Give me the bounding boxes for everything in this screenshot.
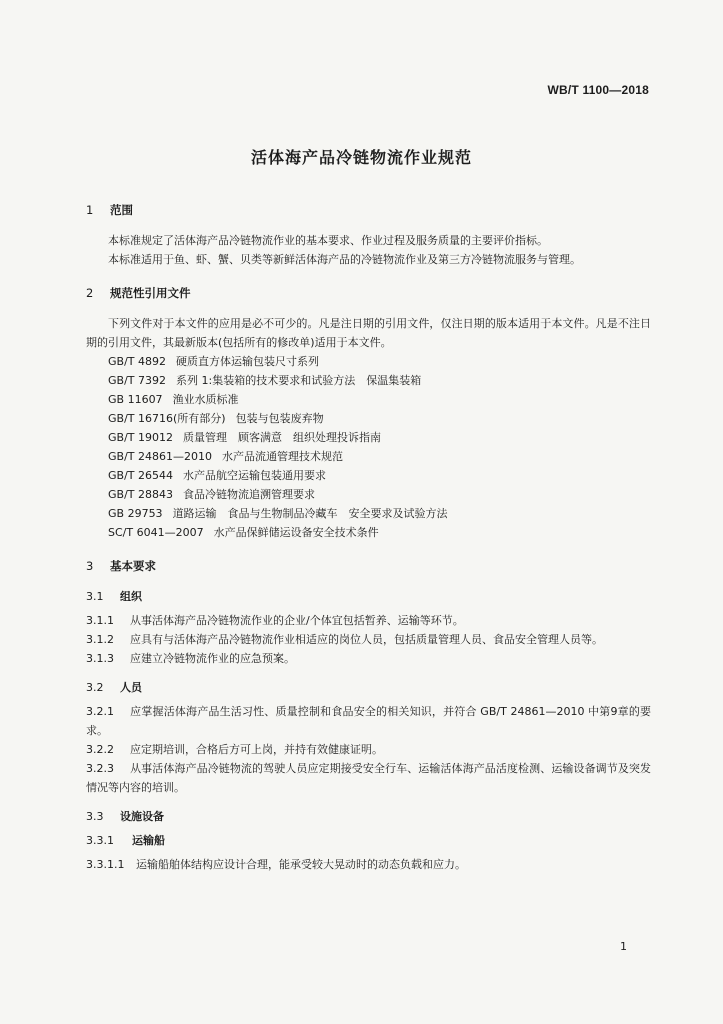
clause: 3.2.3 从事活体海产品冷链物流的驾驶人员应定期接受安全行车、运输活体海产品活度检测、运输设备调节及突发情况等内容的培训。 xyxy=(86,762,651,794)
paragraph: 下列文件对于本文件的应用是必不可少的。凡是注日期的引用文件，仅注日期的版本适用于本文件。凡是不注日期的引用文件，其最新版本(包括所有的修改单)适用于本文件。 xyxy=(86,317,651,349)
reference-item xyxy=(86,447,651,466)
clause: 3.2.2 应定期培训，合格后方可上岗，并持有效健康证明。 xyxy=(86,743,383,756)
reference-title: 硬质直方体运输包装尺寸系列 xyxy=(176,355,319,368)
section-heading: 3 基本要求 xyxy=(86,559,156,573)
clause: 3.1.1 从事活体海产品冷链物流作业的企业/个体宜包括暂养、运输等环节。 xyxy=(86,614,464,627)
reference-item xyxy=(86,466,651,485)
clause: 3.2.1 应掌握活体海产品生活习性、质量控制和食品安全的相关知识，并符合 GB/T 24861—2010 中第9章的要求。 xyxy=(86,705,651,737)
subsection-heading: 3.2 人员 xyxy=(86,681,142,694)
reference-title: 食品冷链物流追溯管理要求 xyxy=(183,488,315,501)
reference-code: GB/T 4892 xyxy=(108,355,166,368)
subsubsection-heading: 3.3.1 运输船 xyxy=(86,834,165,847)
reference-code: GB/T 26544 xyxy=(108,469,173,482)
page-number: 1 xyxy=(620,940,627,953)
reference-code: GB/T 28843 xyxy=(108,488,173,501)
paragraph: 本标准规定了活体海产品冷链物流作业的基本要求、作业过程及服务质量的主要评价指标。 xyxy=(108,234,548,247)
document-body xyxy=(86,200,651,874)
reference-code: GB 29753 xyxy=(108,507,163,520)
reference-title: 水产品流通管理技术规范 xyxy=(221,450,343,463)
reference-code: GB/T 24861—2010 xyxy=(108,450,212,463)
clause: 3.1.3 应建立冷链物流作业的应急预案。 xyxy=(86,652,295,665)
reference-title: 道路运输 食品与生物制品冷藏车 安全要求及试验方法 xyxy=(172,507,448,520)
reference-item xyxy=(86,428,651,447)
paragraph: 本标准适用于鱼、虾、蟹、贝类等新鲜活体海产品的冷链物流作业及第三方冷链物流服务与管理。 xyxy=(108,253,581,266)
clause: 3.3.1.1 运输船舶体结构应设计合理，能承受较大晃动时的动态负载和应力。 xyxy=(86,858,466,871)
reference-code: GB/T 16716(所有部分) xyxy=(108,412,226,425)
clause: 3.1.2 应具有与活体海产品冷链物流作业相适应的岗位人员，包括质量管理人员、食品安全管理人员等。 xyxy=(86,633,603,646)
standard-code: WB/T 1100—2018 xyxy=(547,83,649,97)
reference-title: 水产品航空运输包装通用要求 xyxy=(183,469,326,482)
section-heading: 1 范围 xyxy=(86,203,133,217)
section-heading: 2 规范性引用文件 xyxy=(86,286,191,300)
reference-code: GB/T 19012 xyxy=(108,431,173,444)
reference-code: GB 11607 xyxy=(108,393,163,406)
reference-item xyxy=(86,371,651,390)
reference-item xyxy=(86,409,651,428)
reference-list xyxy=(86,352,651,542)
document-title: 活体海产品冷链物流作业规范 xyxy=(250,148,472,167)
reference-item xyxy=(86,485,651,504)
reference-title: 渔业水质标准 xyxy=(172,393,239,406)
reference-title: 包装与包装废弃物 xyxy=(235,412,324,425)
reference-title: 系列 1:集装箱的技术要求和试验方法 保温集装箱 xyxy=(176,374,422,387)
reference-item xyxy=(86,504,651,523)
reference-title: 水产品保鲜储运设备安全技术条件 xyxy=(213,526,379,539)
reference-code: SC/T 6041—2007 xyxy=(108,526,204,539)
reference-item xyxy=(86,523,651,542)
subsection-heading: 3.1 组织 xyxy=(86,590,142,603)
reference-item xyxy=(86,390,651,409)
reference-code: GB/T 7392 xyxy=(108,374,166,387)
reference-item xyxy=(86,352,651,371)
reference-title: 质量管理 顾客满意 组织处理投诉指南 xyxy=(183,431,381,444)
subsection-heading: 3.3 设施设备 xyxy=(86,810,164,823)
